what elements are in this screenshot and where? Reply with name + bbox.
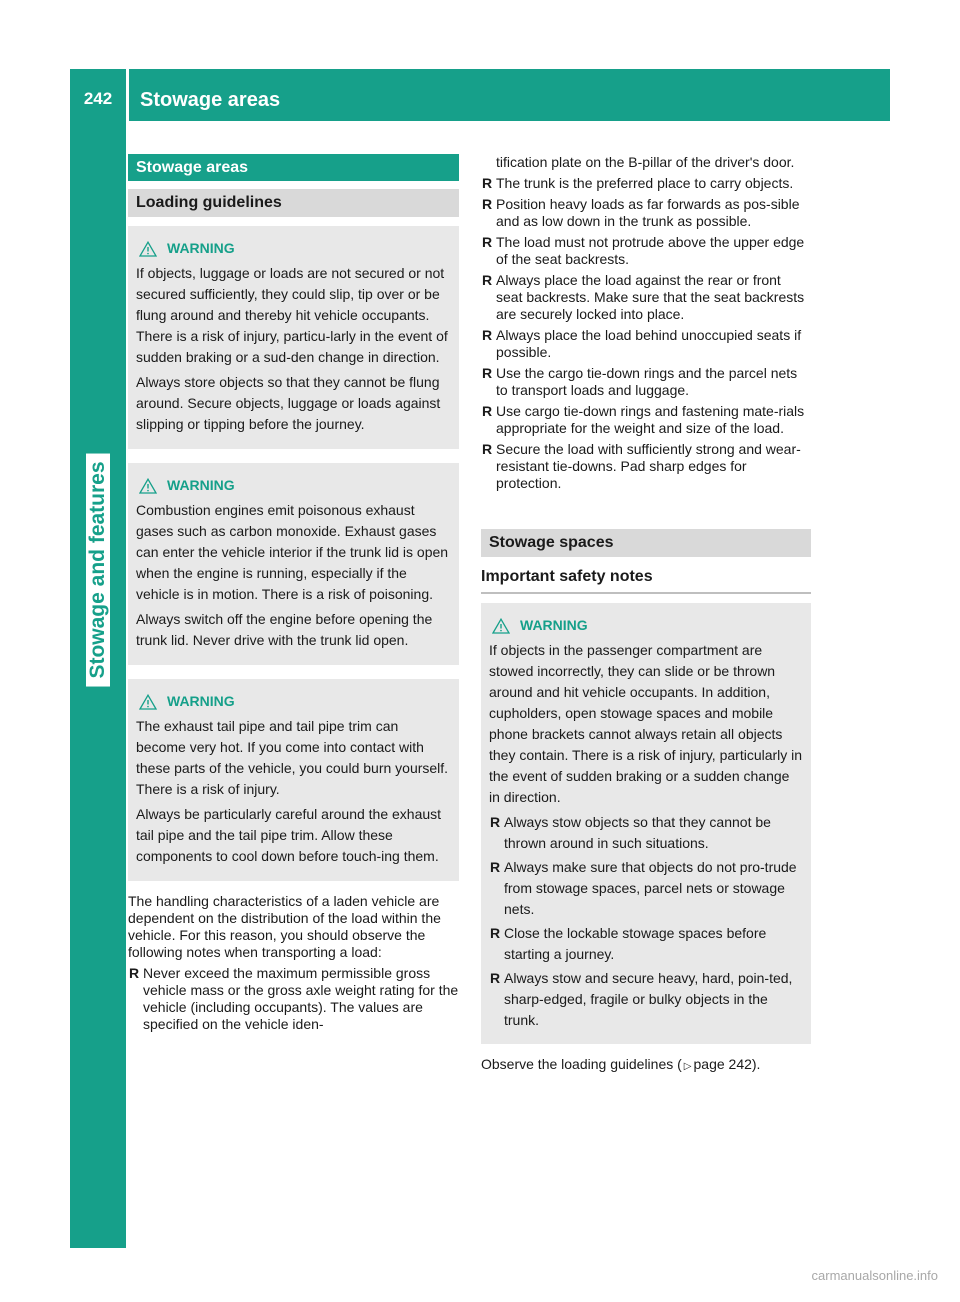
bullet-marker: R xyxy=(490,859,501,875)
bullet-marker: R xyxy=(482,327,493,343)
list-item-text: Always make sure that objects do not pro-trude from stowage spaces, parcel nets or stowage nets. xyxy=(504,859,797,917)
warning-text: The exhaust tail pipe and tail pipe trim can become very hot. If you come into contact with these parts of the vehicle, you could burn yourself. There is a risk of injury. xyxy=(136,718,449,797)
bullet-marker: R xyxy=(490,925,501,941)
warning-box xyxy=(128,226,459,449)
list-item xyxy=(481,272,811,323)
header-divider xyxy=(126,69,129,121)
bullet-marker: R xyxy=(490,970,501,986)
list-item-text: Always stow objects so that they cannot be thrown around in such situations. xyxy=(504,814,771,851)
warning-triangle-icon xyxy=(139,241,157,257)
list-item xyxy=(481,403,811,437)
subsection-title: Loading guidelines xyxy=(128,189,459,217)
bullet-marker: R xyxy=(482,234,493,250)
page-number: 242 xyxy=(83,89,113,108)
watermark: carmanualsonline.info xyxy=(811,1268,938,1283)
bullet-list xyxy=(128,965,459,1033)
warning-heading xyxy=(136,475,451,496)
warning-label: WARNING xyxy=(167,477,235,493)
bullet-marker: R xyxy=(482,403,493,419)
warning-heading xyxy=(136,238,451,259)
warning-triangle-icon xyxy=(139,478,157,494)
section-title: Stowage areas xyxy=(128,154,459,181)
list-item xyxy=(489,923,803,965)
bullet-marker: R xyxy=(482,196,493,212)
warning-label: WARNING xyxy=(520,617,588,633)
continuation-text: tification plate on the B-pillar of the driver's door. xyxy=(496,154,795,170)
bullet-list xyxy=(481,175,811,492)
warning-text: Always be particularly careful around the exhaust tail pipe and the tail pipe trim. Allow these components to cool down before touch-ing them. xyxy=(136,806,442,864)
warning-text: Combustion engines emit poisonous exhaust gases such as carbon monoxide. Exhaust gases can enter the vehicle interior if the trunk lid is open when the engine is running, especially if the vehicle is in motion. There is a risk of poisoning. xyxy=(136,502,449,602)
bullet-marker: R xyxy=(482,441,493,457)
list-item-text: Secure the load with sufficiently strong and wear-resistant tie-downs. Pad sharp edges for protection. xyxy=(496,441,801,491)
list-item xyxy=(481,196,811,230)
warning-triangle-icon xyxy=(139,694,157,710)
reference-link[interactable]: page 242). xyxy=(693,1056,761,1072)
list-item-text: Use cargo tie-down rings and fastening mate-rials appropriate for the weight and size of the load. xyxy=(496,403,805,436)
list-item-text: Always place the load behind unoccupied seats if possible. xyxy=(496,327,802,360)
list-item xyxy=(489,812,803,854)
chapter-label: Stowage and features xyxy=(86,453,110,686)
warning-text: If objects, luggage or loads are not secured or not secured sufficiently, they could slip, tip over or be flung around and thereby hit vehicle occupants. There is a risk of injury, particu-larly in the event of sudden braking or a sud-den change in direction. xyxy=(136,265,448,365)
warning-box xyxy=(128,679,459,881)
bullet-marker: R xyxy=(482,175,493,191)
reference-text: Observe the loading guidelines ( xyxy=(481,1056,682,1072)
list-item-text: Always stow and secure heavy, hard, poin-ted, sharp-edged, fragile or bulky objects in the trunk. xyxy=(504,970,793,1028)
warning-text: Always store objects so that they cannot be flung around. Secure objects, luggage or loads against slipping or tipping before the journey. xyxy=(136,374,441,432)
warning-bullet-list xyxy=(489,812,803,1031)
warning-box xyxy=(481,603,811,1044)
subsection-band: Stowage spaces xyxy=(481,529,811,557)
left-column xyxy=(128,154,459,1037)
page-title: Stowage areas xyxy=(140,89,281,111)
list-item xyxy=(489,857,803,920)
list-item xyxy=(489,968,803,1031)
right-column xyxy=(481,154,811,1075)
list-item xyxy=(481,234,811,268)
warning-triangle-icon xyxy=(492,618,510,634)
warning-text: Always switch off the engine before opening the trunk lid. Never drive with the trunk lid open. xyxy=(136,611,433,648)
intro-paragraph: The handling characteristics of a laden vehicle are dependent on the distribution of the load within the vehicle. For this reason, you should observe the following notes when transporting a load: xyxy=(128,893,441,960)
bullet-marker: R xyxy=(490,814,501,830)
warning-heading xyxy=(489,615,803,636)
list-item-text: Position heavy loads as far forwards as pos-sible and as low down in the trunk as possible. xyxy=(496,196,800,229)
side-tab-marker xyxy=(70,1188,126,1244)
list-item xyxy=(128,965,459,1033)
warning-label: WARNING xyxy=(167,240,235,256)
warning-label: WARNING xyxy=(167,693,235,709)
bullet-marker: R xyxy=(129,965,140,981)
bullet-marker: R xyxy=(482,272,493,288)
list-item-text: Close the lockable stowage spaces before starting a journey. xyxy=(504,925,767,962)
list-item-text: Never exceed the maximum permissible gross vehicle mass or the gross axle weight rating for the vehicle (including occupants). The values are specified on the vehicle iden- xyxy=(143,965,459,1032)
list-item-text: The load must not protrude above the upper edge of the seat backrests. xyxy=(496,234,805,267)
list-item-text: Use the cargo tie-down rings and the parcel nets to transport loads and luggage. xyxy=(496,365,798,398)
page-reference xyxy=(481,1056,811,1075)
play-triangle-icon[interactable]: ▷ xyxy=(683,1061,692,1072)
warning-box xyxy=(128,463,459,665)
list-item-text: Always place the load against the rear or front seat backrests. Make sure that the seat backrests are securely locked into place. xyxy=(496,272,805,322)
list-item-text: The trunk is the preferred place to carry objects. xyxy=(496,175,794,191)
list-item xyxy=(481,365,811,399)
bullet-marker: R xyxy=(482,365,493,381)
subsection-title: Important safety notes xyxy=(481,557,811,594)
list-item xyxy=(481,441,811,492)
warning-heading xyxy=(136,691,451,712)
warning-text: If objects in the passenger compartment are stowed incorrectly, they can slide or be thrown around and hit vehicle occupants. In addition, cupholders, open stowage spaces and mobile phone brackets cannot always retain all objects they contain. There is a risk of injury, particularly in the event of sudden braking or a sudden change in direction. xyxy=(489,642,803,805)
list-item xyxy=(481,175,811,192)
list-item xyxy=(481,327,811,361)
